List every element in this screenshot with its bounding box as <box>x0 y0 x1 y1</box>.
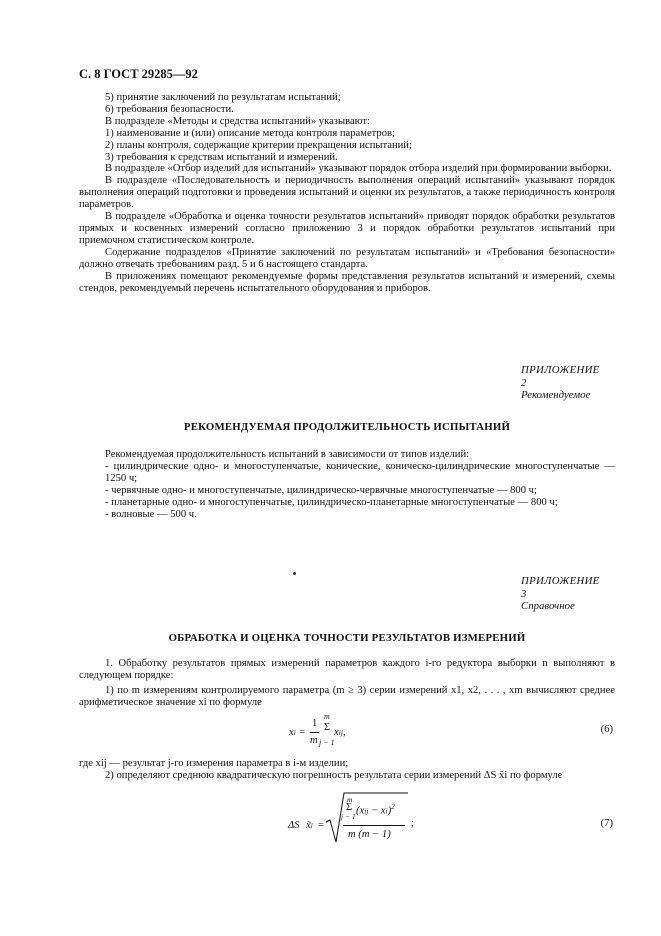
equation-number: (7) <box>600 818 613 829</box>
document-page: С. 8 ГОСТ 29285—92 5) принятие заключений по результатам испытаний; 6) требования безопасности. В подразделе «Методы и средства испытаний» указывают: 1) наименование и (или) описание метода контроля параметров; 2) планы контроля, содержащие критерии прекращения испытаний; 3) требования к средствам испытаний и измерений. В подразделе «Отбор изделий для испытаний» указывают порядок отбора изделий при формировании выборки. В подразделе «Последовательность и периодичность выполнения операций испытаний» указывают порядок выполнения операций подготовки и проведения испытаний и оценки их результатов, а также периодичность контроля параметров. В подразделе «Обработка и оценка точности результатов испытаний» приводят порядок обработки результатов прямых и косвенных измерений согласно приложению 3 и порядок обработки результатов испытаний при приемочном статистическом контроле. Содержание подразделов «Принятие заключений по результатам испытаний» и «Требования безопасности» должно отвечать требованиям разд. 5 и 6 настоящего стандарта. В приложениях помещают рекомендуемые формы представления результатов испытаний и измерений, схемы стендов, рекомендуемый перечень испытательного оборудования и приборов. ПРИЛОЖЕНИЕ 2 Рекомендуемое РЕКОМЕНДУЕМАЯ ПРОДОЛЖИТЕЛЬНОСТЬ ИСПЫТАНИЙ Рекомендуемая продолжительность испытаний в зависимости от типов изделий: - цилиндрические одно- и многоступенчатые, конические, коническо-цилиндрические многоступенчатые — 1250 ч; - червячные одно- и многоступенчатые, цилиндрическо-червячные многоступенчатые — 800 ч; - планетарные одно- и многоступенчатые, цилиндрическо-планетарные многоступенчатые — 800 ч; - волновые — 500 ч. ПРИЛОЖЕНИЕ 3 Справочное ОБРАБОТКА И ОЦЕНКА ТОЧНОСТИ РЕЗУЛЬТАТОВ ИЗМЕРЕНИЙ 1. Обработку результатов прямых измерений параметров каждого i-го редуктора выборки n выполняют в следующем порядке: 1) по m измерениям контролируемого параметра (m ≥ 3) серии измерений x1, x2, . . . , xm вычисляют среднее арифметическое значение xi по формуле xi = 1 m m Σ xij, j − 1 (6) где xij — результат j-го измерения параметра в i-м изделии; 2) определяют среднюю квадратическую погрешность результата серии измерений ΔS x̃i по формуле ΔS x̃i = m Σ (xij − xi)$^2$ j − 1 m (m − 1) ; (7) <box>0 0 661 936</box>
equation-number: (6) <box>600 724 613 735</box>
appendix-status: Справочное <box>521 600 575 612</box>
paragraph: где xij — результат j-го измерения параметра в i-м изделии; <box>79 758 349 769</box>
appendix-number: ПРИЛОЖЕНИЕ 3 <box>521 575 600 600</box>
appendix-2-label <box>521 364 608 402</box>
paragraph: В подразделе «Обработка и оценка точности результатов испытаний» приводят порядок обработки результатов прямых и косвенных измерений согласно приложению 3 и порядок обработки результатов испытаний при приемочном статистическом контроле. <box>79 211 615 246</box>
list-item: - волновые — 500 ч. <box>105 508 197 520</box>
appendix-2-body <box>79 449 615 520</box>
appendix-3-body-2 <box>79 758 615 782</box>
paragraph: В подразделе «Последовательность и периодичность выполнения операций испытаний» указывают порядок выполнения операций подготовки и проведения испытаний и оценки их результатов, а также периодичность контроля параметров. <box>79 175 615 211</box>
appendix-3-label <box>521 575 608 613</box>
list-item: - цилиндрические одно- и многоступенчатые, конические, коническо-цилиндрические многоступенчатые — 1250 ч; <box>105 460 615 484</box>
list-item: 2) планы контроля, содержащие критерии прекращения испытаний; <box>105 139 412 151</box>
list-item: - планетарные одно- и многоступенчатые, цилиндрическо-планетарные многоступенчатые — 800 ч; <box>105 496 558 508</box>
intro-list <box>79 92 615 294</box>
paragraph: Содержание подразделов «Принятие заключений по результатам испытаний» и «Требования безопасности» должно отвечать требованиям разд. 5 и 6 настоящего стандарта. <box>79 246 615 270</box>
list-item: В подразделе «Методы и средства испытаний» указывают: <box>105 115 370 127</box>
appendix-status: Рекомендуемое <box>521 389 591 401</box>
paragraph: В подразделе «Отбор изделий для испытаний» указывают порядок отбора изделий при формировании выборки. <box>105 163 612 175</box>
list-item: 3) требования к средствам испытаний и измерений. <box>105 151 338 163</box>
stray-dot <box>293 572 296 575</box>
appendix-3-title: ОБРАБОТКА И ОЦЕНКА ТОЧНОСТИ РЕЗУЛЬТАТОВ ИЗМЕРЕНИЙ <box>168 632 526 644</box>
paragraph: Рекомендуемая продолжительность испытаний в зависимости от типов изделий: <box>105 449 470 460</box>
list-item: 1) наименование и (или) описание метода контроля параметров; <box>105 127 395 139</box>
paragraph: 1) по m измерениям контролируемого параметра (m ≥ 3) серии измерений x1, x2, . . . , xm вычисляют среднее арифметическое значение xi по формуле <box>79 684 615 708</box>
paragraph: 2) определяют среднюю квадратическую погрешность результата серии измерений ΔS x̃i по формуле <box>105 769 563 781</box>
appendix-2-title: РЕКОМЕНДУЕМАЯ ПРОДОЛЖИТЕЛЬНОСТЬ ИСПЫТАНИЙ <box>183 421 511 433</box>
paragraph: В приложениях помещают рекомендуемые формы представления результатов испытаний и измерений, схемы стендов, рекомендуемый перечень испытательного оборудования и приборов. <box>79 270 615 294</box>
page-header: С. 8 ГОСТ 29285—92 <box>79 67 198 81</box>
appendix-number: ПРИЛОЖЕНИЕ 2 <box>521 364 600 389</box>
list-item: 6) требования безопасности. <box>105 103 234 115</box>
appendix-3-body <box>79 658 615 709</box>
list-item: 5) принятие заключений по результатам испытаний; <box>105 92 341 103</box>
paragraph: 1. Обработку результатов прямых измерений параметров каждого i-го редуктора выборки n выполняют в следующем порядке: <box>79 658 615 681</box>
list-item: - червячные одно- и многоступенчатые, цилиндрическо-червячные многоступенчатые — 800 ч; <box>105 484 537 496</box>
